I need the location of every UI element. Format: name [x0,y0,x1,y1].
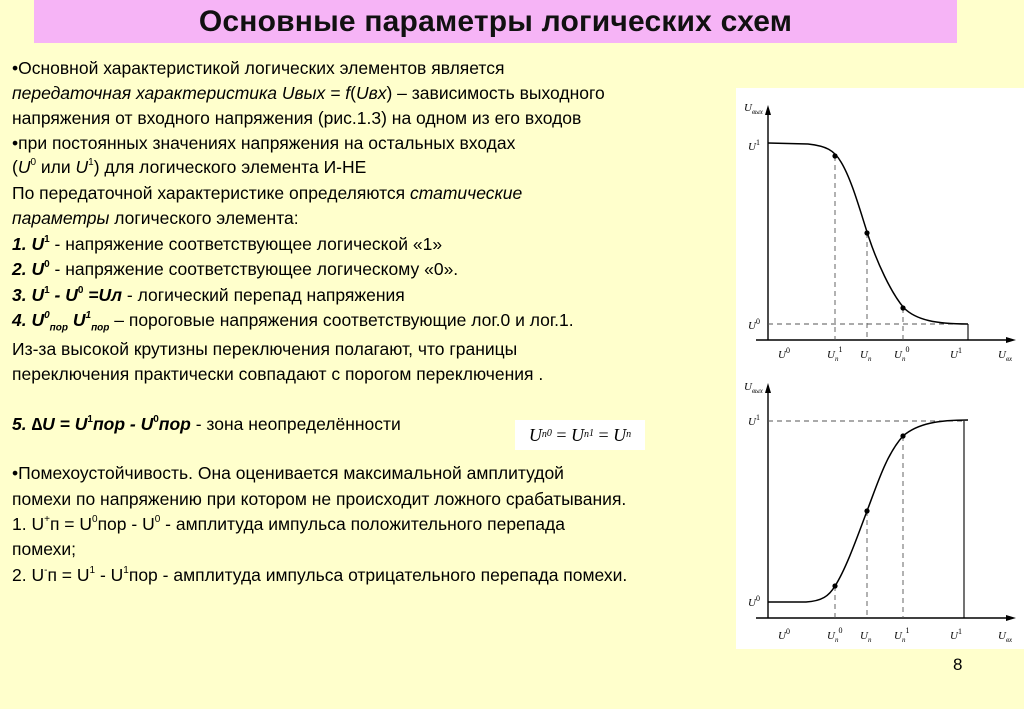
text-line-8-a: 1. U [12,234,45,254]
top-y-label-u1: $U^1$ [748,138,760,153]
formula-u2: U [571,424,584,445]
bottom-x-label-un1: $U_п^1$ [894,626,910,644]
text-line-19-d: пор - амплитуда импульса отрицательного перепада помехи. [128,565,628,585]
text-line-12-text: Из-за высокой крутизны переключения полагают, что границы [12,339,518,359]
text-line-6 [12,183,522,203]
bottom-x-label-u0: $U^0$ [778,627,790,642]
page-title: Основные параметры логических схем [198,4,793,38]
text-line-17-s3: 0 [154,514,161,526]
text-line-10-s2: 0 [77,285,84,297]
text-line-1 [12,58,504,78]
top-y-arrow [765,105,771,115]
text-line-5 [12,157,366,177]
bottom-y-arrow [765,383,771,393]
text-line-9 [12,259,458,279]
text-line-10-d: - логический перепад напряжения [122,285,405,305]
text-line-4-text: •при постоянных значениях напряжения на остальных входах [12,133,516,153]
text-line-14-s2: 0 [153,414,159,426]
text-line-7-b: логического элемента: [109,208,299,228]
text-line-11-b: U [68,310,86,330]
threshold-formula: U п $^0$ = U п $^1$ = U п [515,420,645,450]
text-line-13-text: переключения практически совпадают с порогом переключения . [12,364,544,384]
text-line-3 [12,108,581,128]
bottom-y-axis-label: $U_{вых}$ [744,381,763,395]
top-x-label-u1: $U^1$ [950,346,962,361]
formula-u1: U [528,424,542,445]
text-line-17-s1: + [44,514,50,526]
text-line-19-c: - U [95,565,124,585]
text-line-17-d: - амплитуда импульса положительного перепада [160,514,565,534]
text-line-1-text: •Основной характеристикой логических элементов является [12,58,505,78]
text-line-19-a: 2. U [12,565,45,585]
text-line-2-b: f [345,83,351,103]
page-number: 8 [953,655,963,674]
text-line-2-e: ) – зависимость выходного [386,83,605,103]
text-line-10-b: - U [49,285,78,305]
bottom-x-arrow [1006,615,1016,621]
text-line-17-a: 1. U [12,514,45,534]
text-line-5-u1: U [17,157,31,177]
text-line-7-a: параметры [12,208,110,228]
formula-u3: U [613,424,627,445]
text-line-5-c: ) для логического элемента И-НЕ [93,157,367,177]
text-line-14-s1: 1 [87,414,93,426]
text-line-5-a: ( [12,157,18,177]
text-line-14-d: - зона неопределённости [190,414,401,434]
top-x-axis-label: $U_{вх}$ [998,349,1013,363]
text-line-9-s: 0 [44,259,50,271]
text-line-11-c: – пороговые напряжения соответствующие лог.0 и лог.1. [109,310,574,330]
text-line-11 [12,310,574,334]
text-line-5-u2: U [75,157,89,177]
formula-eq1: = [551,424,571,445]
text-line-2-c: ( [350,83,356,103]
text-line-11-s2: 1 [85,310,92,322]
text-line-17 [12,514,565,534]
text-line-16-text: помехи по напряжению при котором не происходит ложного срабатывания. [12,489,627,509]
text-line-18-text: помехи; [12,539,76,559]
text-line-19 [12,565,627,585]
text-line-5-s2: 1 [88,157,94,169]
top-y-axis-label: $U_{вых}$ [744,102,763,116]
text-line-19-b: п = U [47,565,90,585]
text-line-4 [12,133,515,153]
text-line-10 [12,285,405,305]
bottom-x-label-u1: $U^1$ [950,627,962,642]
text-line-9-b: - напряжение соответствующее логическому «0». [49,259,459,279]
text-line-8-s: 1 [44,234,50,246]
bottom-y-label-u0: $U^0$ [748,594,760,609]
top-y-label-u0: $U^0$ [748,317,760,332]
text-line-18 [12,539,76,559]
formula-eq2: = [594,424,614,445]
text-line-14-b: пор - U [92,414,154,434]
text-line-6-a: По передаточной характеристике определяются [12,183,410,203]
text-line-9-a: 2. U [12,259,45,279]
text-line-14 [12,414,401,434]
text-line-5-b: или [36,157,76,177]
text-line-13 [12,364,543,384]
title-bar [34,0,957,43]
text-line-11-sub1: пор [49,322,68,334]
text-line-3-text: напряжения от входного напряжения (рис.1.3) на одном из его входов [12,108,582,128]
text-line-10-c: =Uл [83,285,123,305]
bottom-y-label-u1: $U^1$ [748,413,760,428]
text-line-17-c: пор - U [97,514,155,534]
text-line-14-a: 5. ∆U = U [12,414,88,434]
top-point-un1 [832,153,837,158]
text-line-15 [12,463,564,483]
bottom-point-un0 [832,583,837,588]
text-line-6-b: статические [409,183,523,203]
text-line-19-s1: - [44,565,48,577]
text-line-7 [12,208,299,228]
top-x-label-un: $U_п$ [860,349,872,363]
top-x-label-u0: $U^0$ [778,346,790,361]
top-point-un [864,230,869,235]
text-line-2-a: передаточная характеристика Uвых = [12,83,346,103]
text-line-8-b: - напряжение соответствующее логической «1» [49,234,443,254]
text-line-11-sub2: пор [91,322,110,334]
top-point-un0 [900,305,905,310]
text-line-2-d: Uвх [355,83,387,103]
top-x-label-un0: $U_п^0$ [894,345,910,363]
text-line-19-s3: 1 [123,565,129,577]
bottom-x-label-un: $U_п$ [860,630,872,644]
top-x-arrow [1006,337,1016,343]
text-line-17-s2: 0 [92,514,98,526]
text-line-8 [12,234,442,254]
text-line-12 [12,339,517,359]
bottom-x-axis-label: $U_{вх}$ [998,630,1013,644]
text-line-17-b: п = U [49,514,93,534]
bottom-point-un [864,508,869,513]
text-line-2 [12,83,605,103]
text-line-16 [12,489,626,509]
transfer-characteristic-inverting [736,88,1024,373]
bottom-x-label-un0: $U_п^0$ [827,626,843,644]
top-x-label-un1: $U_п^1$ [827,345,843,363]
text-line-11-s1: 0 [44,310,50,322]
text-line-15-text: •Помехоустойчивость. Она оценивается максимальной амплитудой [12,463,564,483]
text-line-5-s1: 0 [30,157,37,169]
transfer-characteristic-noninverting [736,373,1024,649]
text-line-14-c: пор [158,414,191,434]
text-line-11-a: 4. U [12,310,45,330]
text-line-10-s1: 1 [44,285,50,297]
text-line-19-s2: 1 [89,565,96,577]
bottom-point-un1 [900,433,905,438]
text-line-10-a: 3. U [12,285,45,305]
